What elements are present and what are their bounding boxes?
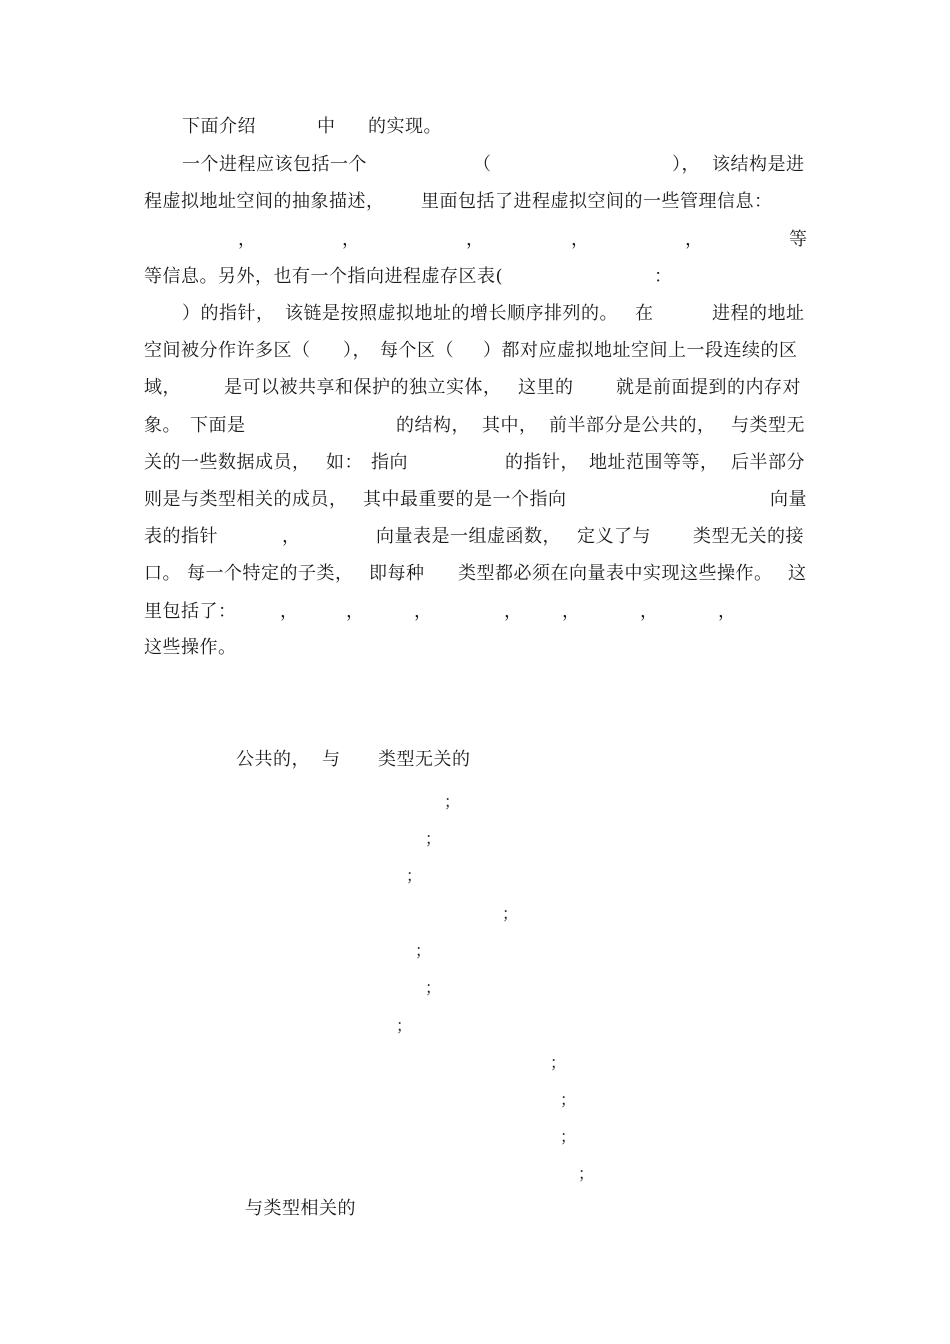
text-fragment: ）都对应虚拟地址空间上一段连续的区: [483, 340, 798, 361]
struct-comment-public: 类型无关的: [378, 749, 471, 770]
text-fragment: ，: [466, 229, 485, 250]
text-fragment: 前半部分是公共的，: [549, 415, 716, 436]
text-fragment: 每个区（: [380, 340, 454, 361]
text-fragment: 即每种: [369, 563, 425, 584]
text-fragment: 该结构是进: [712, 154, 805, 175]
text-fragment: 下面介绍: [182, 116, 256, 137]
text-fragment: 如：: [326, 452, 363, 473]
text-fragment: 是可以被共享和保护的独立实体，: [224, 377, 502, 398]
text-fragment: 每一个特定的子类，: [187, 563, 354, 584]
text-fragment: 里面包括了进程虚拟空间的一些管理信息：: [421, 191, 773, 212]
text-fragment: 的结构，: [396, 415, 470, 436]
text-fragment: 在: [635, 303, 654, 324]
struct-member-terminator: ；: [560, 1127, 577, 1146]
text-fragment: 空间被分作许多区（: [144, 340, 311, 361]
struct-member-terminator: ；: [425, 978, 442, 997]
text-fragment: 象。: [144, 415, 181, 436]
struct-member-terminator: ；: [396, 1016, 413, 1035]
text-fragment: 该链是按照虚拟地址的增长顺序排列的。: [285, 303, 618, 324]
text-fragment: 这: [788, 563, 807, 584]
text-fragment: ，: [238, 229, 257, 250]
text-fragment: 等: [789, 229, 808, 250]
text-fragment: 程虚拟地址空间的抽象描述，: [144, 191, 385, 212]
text-fragment: 表的指针: [144, 526, 218, 547]
text-fragment: 域，: [144, 377, 181, 398]
text-fragment: ，: [685, 229, 704, 250]
text-fragment: 后半部分: [731, 452, 805, 473]
struct-comment-specific: 与类型相关的: [245, 1198, 356, 1219]
text-fragment: 的实现。: [368, 116, 442, 137]
text-fragment: ），: [672, 154, 700, 175]
text-fragment: ），: [343, 340, 371, 361]
text-fragment: ，: [640, 601, 659, 622]
text-fragment: 中: [317, 116, 336, 137]
text-fragment: ，: [414, 601, 433, 622]
struct-member-terminator: ；: [502, 904, 519, 923]
text-fragment: 的指针，: [505, 452, 579, 473]
text-fragment: 里包括了：: [144, 601, 237, 622]
text-fragment: ：: [654, 266, 673, 287]
text-fragment: 其中，: [482, 415, 538, 436]
text-fragment: ，: [718, 601, 737, 622]
struct-member-terminator: ；: [444, 792, 461, 811]
text-fragment: 一个进程应该包括一个: [182, 154, 367, 175]
text-fragment: 进程的地址: [712, 303, 805, 324]
text-fragment: ）的指针，: [182, 303, 275, 324]
struct-comment-public: 与: [322, 749, 341, 770]
text-fragment: 其中最重要的是一个指向: [363, 489, 567, 510]
struct-member-terminator: ；: [550, 1053, 567, 1072]
text-fragment: ，: [282, 526, 301, 547]
text-fragment: （: [473, 154, 492, 175]
text-fragment: 类型都必须在向量表中实现这些操作。: [458, 563, 773, 584]
text-fragment: 等信息。另外，也有一个指向进程虚存区表(: [144, 266, 504, 287]
text-fragment: 指向: [371, 452, 408, 473]
text-fragment: ，: [342, 229, 361, 250]
text-fragment: 与类型无: [731, 415, 805, 436]
text-fragment: 这里的: [518, 377, 574, 398]
struct-member-terminator: ；: [425, 829, 442, 848]
text-fragment: 类型无关的接: [693, 526, 804, 547]
text-fragment: 这些操作。: [144, 637, 237, 658]
text-fragment: 下面是: [190, 415, 246, 436]
text-fragment: 向量表是一组虚函数，: [376, 526, 561, 547]
struct-member-terminator: ；: [560, 1090, 577, 1109]
struct-member-terminator: ；: [415, 941, 432, 960]
text-fragment: 向量: [770, 489, 807, 510]
text-fragment: ，: [346, 601, 365, 622]
text-fragment: 口。: [144, 563, 181, 584]
text-fragment: ，: [504, 601, 523, 622]
text-fragment: 则是与类型相关的成员，: [144, 489, 348, 510]
struct-member-terminator: ；: [578, 1164, 595, 1183]
text-fragment: ，: [562, 601, 581, 622]
text-fragment: 就是前面提到的内存对: [616, 377, 801, 398]
struct-member-terminator: ；: [406, 866, 423, 885]
struct-comment-public: 公共的，: [236, 749, 310, 770]
text-fragment: 关的一些数据成员，: [144, 452, 311, 473]
text-fragment: 地址范围等等，: [589, 452, 719, 473]
text-fragment: ，: [280, 601, 299, 622]
text-fragment: 定义了与: [577, 526, 651, 547]
text-fragment: ，: [571, 229, 590, 250]
